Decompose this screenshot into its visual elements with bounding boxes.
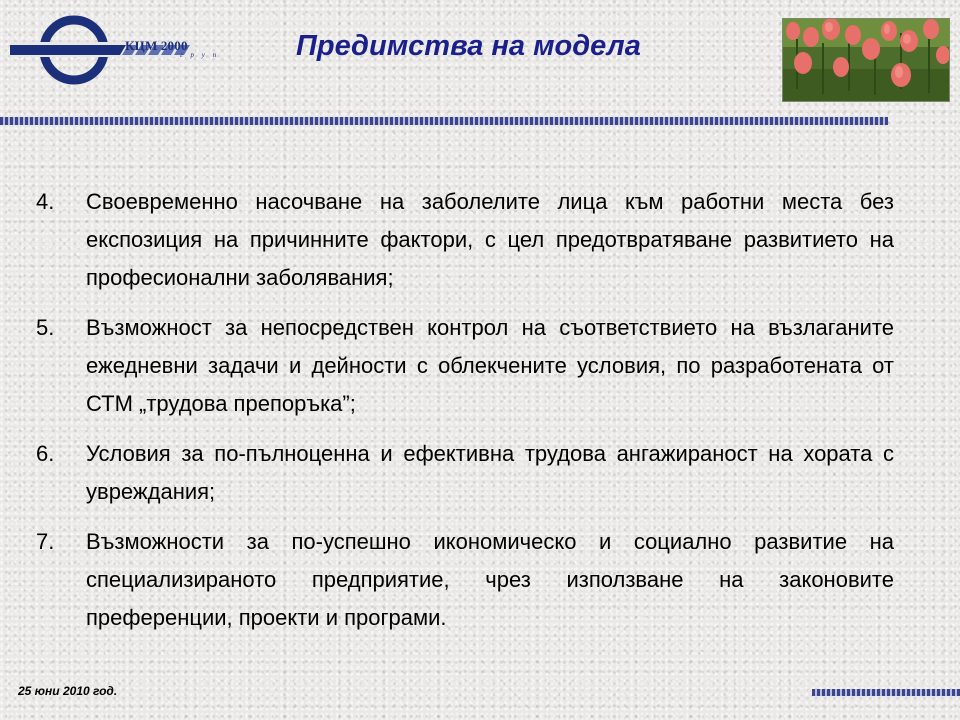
tulips-image-icon bbox=[783, 19, 949, 101]
list-item bbox=[36, 183, 894, 297]
company-logo bbox=[8, 14, 220, 86]
list-item bbox=[36, 523, 894, 637]
header-divider bbox=[0, 117, 888, 125]
page-title: Предимства на модела bbox=[296, 30, 641, 62]
list-item-number: 5. bbox=[36, 315, 55, 340]
footer-date: 25 юни 2010 год. bbox=[18, 684, 118, 698]
logo-brand-text: КЦМ 2000 bbox=[125, 38, 188, 53]
list-item bbox=[36, 309, 894, 423]
list-item-text: Своевременно насочване на заболелите лица към работни места без експозиция на причинните фактори, с цел предотвратяване развитието на професионални заболявания; bbox=[86, 189, 894, 290]
footer-divider bbox=[812, 689, 960, 696]
list-item bbox=[36, 435, 894, 511]
list-item-number: 6. bbox=[36, 441, 55, 466]
advantages-list bbox=[36, 183, 894, 649]
list-item-text: Възможност за непосредствен контрол на съответствието на възлаганите ежедневни задачи и дейности с облекчените условия, по разработената от СТМ „трудова препоръка”; bbox=[86, 315, 894, 416]
list-item-number: 4. bbox=[36, 189, 55, 214]
list-item-number: 7. bbox=[36, 529, 55, 554]
logo-sub-text: г р у п bbox=[180, 51, 220, 59]
list-item-text: Условия за по-пълноценна и ефективна трудова ангажираност на хората с увреждания; bbox=[86, 441, 894, 504]
list-item-text: Възможности за по-успешно икономическо и социално развитие на специализираното предприятие, чрез използване на законовите преференции, проекти и програми. bbox=[86, 529, 894, 630]
tulips-photo bbox=[782, 18, 950, 102]
